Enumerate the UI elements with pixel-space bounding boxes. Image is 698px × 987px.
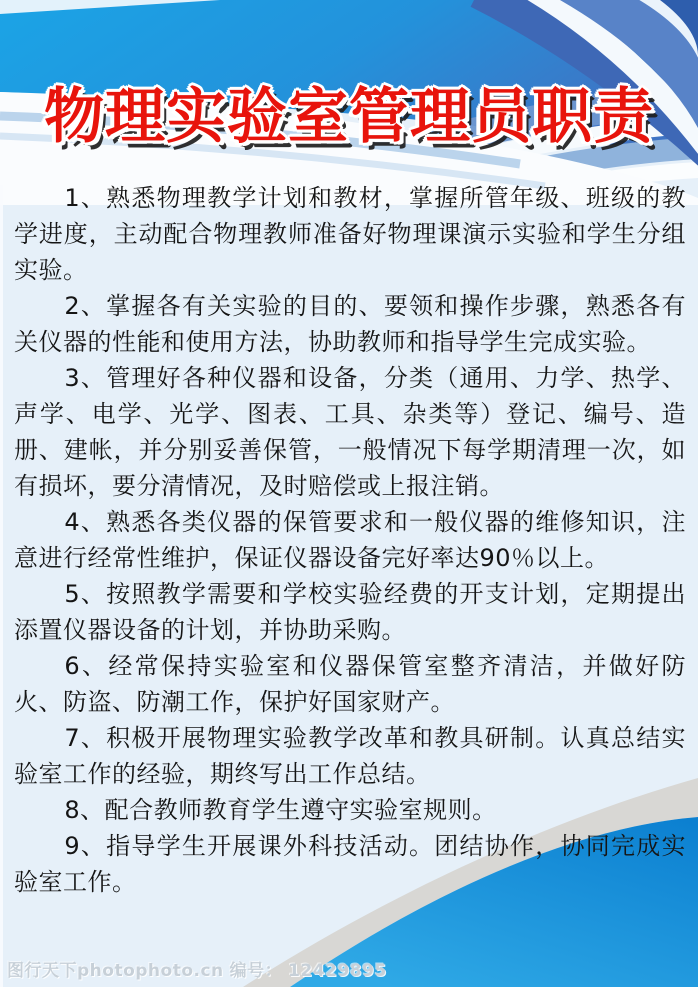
watermark-site: 图行天下photophoto.cn — [7, 961, 224, 981]
responsibilities-list — [14, 180, 686, 900]
item-9: 9、指导学生开展课外科技活动。团结协作，协同完成实验室工作。 — [14, 832, 686, 896]
item-4: 4、熟悉各类仪器的保管要求和一般仪器的维修知识，注意进行经常性维护，保证仪器设备完好率达90％以上。 — [14, 508, 686, 572]
watermark-label: 编号： — [229, 961, 283, 981]
item-1: 1、熟悉物理教学计划和教材，掌握所管年级、班级的教学进度，主动配合物理教师准备好物理课演示实验和学生分组实验。 — [14, 184, 686, 284]
page-title: 物理实验室管理员职责 — [44, 82, 654, 152]
item-3: 3、管理好各种仪器和设备，分类（通用、力学、热学、声学、电学、光学、图表、工具、杂类等）登记、编号、造册、建帐，并分别妥善保管，一般情况下每学期清理一次，如有损坏，要分清情况，及时赔偿或上报注销。 — [14, 364, 686, 500]
watermark-id: 12429895 — [288, 961, 387, 981]
item-6: 6、经常保持实验室和仪器保管室整齐清洁，并做好防火、防盗、防潮工作，保护好国家财产。 — [14, 652, 686, 716]
item-8: 8、配合教师教育学生遵守实验室规则。 — [64, 796, 497, 824]
left-edge-highlight — [0, 185, 3, 987]
item-5: 5、按照教学需要和学校实验经费的开支计划，定期提出添置仪器设备的计划，并协助采购。 — [14, 580, 686, 644]
watermark — [7, 956, 393, 981]
item-2: 2、掌握各有关实验的目的、要领和操作步骤，熟悉各有关仪器的性能和使用方法，协助教师和指导学生完成实验。 — [14, 292, 686, 356]
item-7: 7、积极开展物理实验教学改革和教具研制。认真总结实验室工作的经验，期终写出工作总结。 — [14, 724, 686, 788]
